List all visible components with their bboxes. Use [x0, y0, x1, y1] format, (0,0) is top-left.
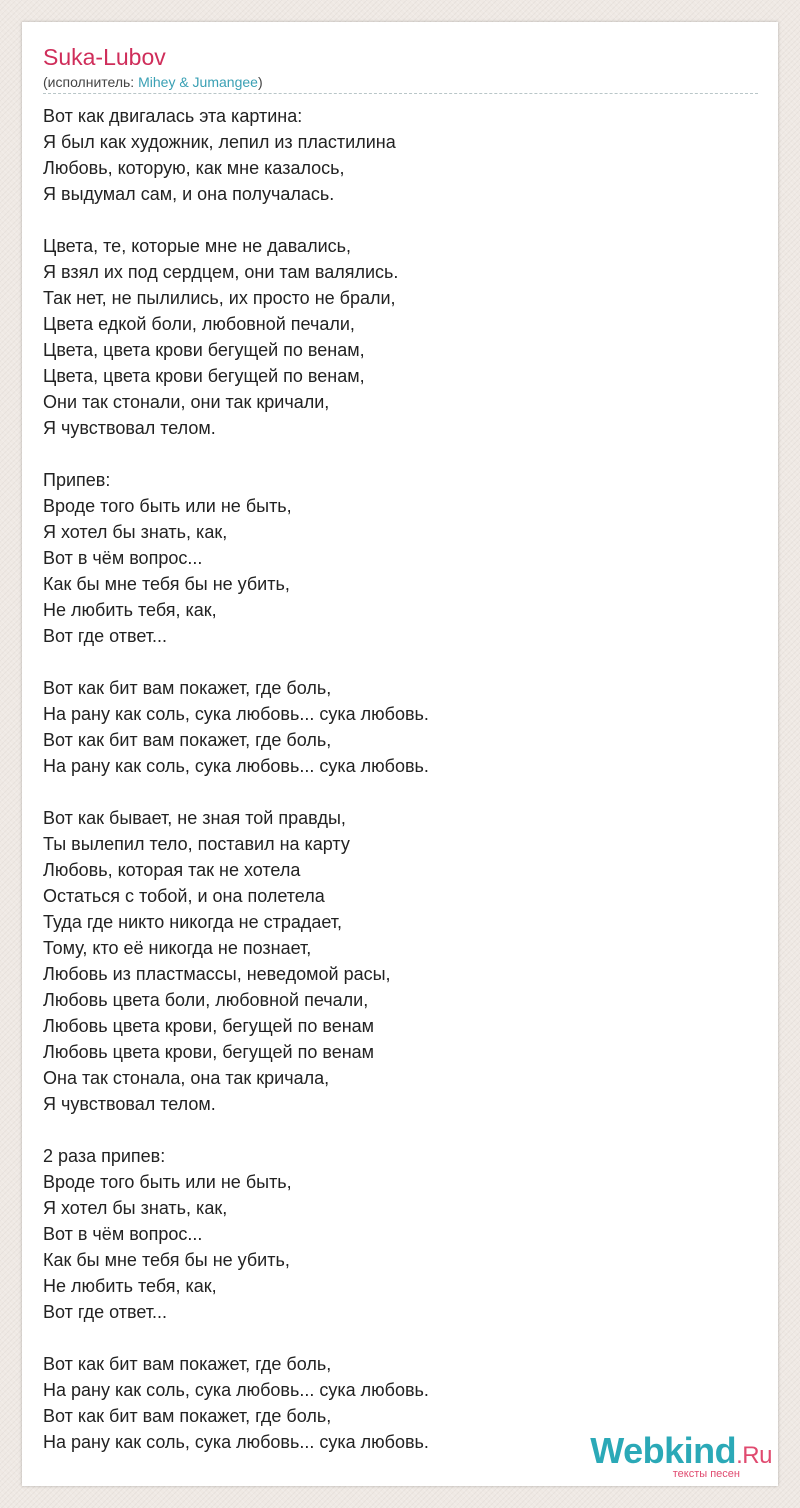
lyric-line — [43, 441, 429, 467]
lyric-line: Вот как бит вам покажет, где боль, — [43, 1406, 332, 1426]
lyric-line: Туда где никто никогда не страдает, — [43, 912, 343, 932]
lyric-line — [43, 1117, 429, 1143]
lyric-line: Вот где ответ... — [43, 626, 168, 646]
lyric-line: На рану как соль, сука любовь... сука любовь. — [43, 1432, 429, 1452]
lyric-line: Вот в чём вопрос... — [43, 548, 203, 568]
lyric-line: Вот в чём вопрос... — [43, 1224, 203, 1244]
lyric-line: Остаться с тобой, и она полетела — [43, 886, 325, 906]
title-divider — [43, 93, 758, 94]
lyric-line: Цвета, цвета крови бегущей по венам, — [43, 366, 365, 386]
lyric-line: Вроде того быть или не быть, — [43, 496, 292, 516]
lyric-line: Не любить тебя, как, — [43, 1276, 217, 1296]
lyric-line: Я взял их под сердцем, они там валялись. — [43, 262, 399, 282]
lyric-line — [43, 649, 429, 675]
artist-link[interactable]: Mihey & Jumangee — [138, 74, 258, 90]
lyric-line: Припев: — [43, 470, 111, 490]
lyric-line: Любовь цвета боли, любовной печали, — [43, 990, 369, 1010]
logo-brand: Webkind.Ru — [590, 1430, 772, 1471]
artist-suffix: ) — [257, 74, 263, 90]
lyric-line: Вроде того быть или не быть, — [43, 1172, 292, 1192]
lyric-line: 2 раза припев: — [43, 1146, 166, 1166]
lyric-line: На рану как соль, сука любовь... сука любовь. — [43, 756, 429, 776]
lyric-line: Любовь, которая так не хотела — [43, 860, 301, 880]
lyric-line: Она так стонала, она так кричала, — [43, 1068, 330, 1088]
lyric-line: Вот как бит вам покажет, где боль, — [43, 678, 332, 698]
lyric-line: Я чувствовал телом. — [43, 1094, 216, 1114]
lyric-line: Цвета, цвета крови бегущей по венам, — [43, 340, 365, 360]
webkind-logo[interactable] — [590, 1430, 772, 1480]
song-title: Suka-Lubov — [43, 44, 166, 70]
lyric-line: Любовь цвета крови, бегущей по венам — [43, 1042, 375, 1062]
lyric-line: Я хотел бы знать, как, — [43, 522, 228, 542]
artist-line — [43, 73, 263, 91]
lyric-line: Как бы мне тебя бы не убить, — [43, 1250, 290, 1270]
lyric-line: Я хотел бы знать, как, — [43, 1198, 228, 1218]
lyric-line: Вот как бит вам покажет, где боль, — [43, 730, 332, 750]
lyric-line: Не любить тебя, как, — [43, 600, 217, 620]
logo-tagline: тексты песен — [672, 1468, 740, 1480]
lyric-line: Я был как художник, лепил из пластилина — [43, 132, 396, 152]
lyric-line: Любовь цвета крови, бегущей по венам — [43, 1016, 375, 1036]
lyric-line: Они так стонали, они так кричали, — [43, 392, 330, 412]
lyric-line: Тому, кто её никогда не познает, — [43, 938, 312, 958]
lyric-line: Любовь, которую, как мне казалось, — [43, 158, 345, 178]
logo-tld: .Ru — [736, 1442, 772, 1469]
lyric-line: Как бы мне тебя бы не убить, — [43, 574, 290, 594]
lyric-line: На рану как соль, сука любовь... сука любовь. — [43, 1380, 429, 1400]
lyric-line — [43, 1325, 429, 1351]
lyric-line: Цвета едкой боли, любовной печали, — [43, 314, 355, 334]
lyric-line: Я выдумал сам, и она получалась. — [43, 184, 335, 204]
lyric-line: На рану как соль, сука любовь... сука любовь. — [43, 704, 429, 724]
lyric-line: Вот где ответ... — [43, 1302, 168, 1322]
lyric-line: Любовь из пластмассы, неведомой расы, — [43, 964, 391, 984]
lyric-line: Цвета, те, которые мне не давались, — [43, 236, 352, 256]
lyric-line: Вот как двигалась эта картина: — [43, 106, 303, 126]
lyric-line: Так нет, не пылились, их просто не брали, — [43, 288, 396, 308]
lyric-line: Ты вылепил тело, поставил на карту — [43, 834, 350, 854]
lyrics-text — [43, 103, 429, 1455]
lyric-line: Вот как бывает, не зная той правды, — [43, 808, 346, 828]
artist-prefix: (исполнитель: — [43, 74, 139, 90]
lyric-line — [43, 779, 429, 805]
lyric-line — [43, 207, 429, 233]
lyric-line: Я чувствовал телом. — [43, 418, 216, 438]
lyric-line: Вот как бит вам покажет, где боль, — [43, 1354, 332, 1374]
lyrics-card — [22, 22, 778, 1486]
